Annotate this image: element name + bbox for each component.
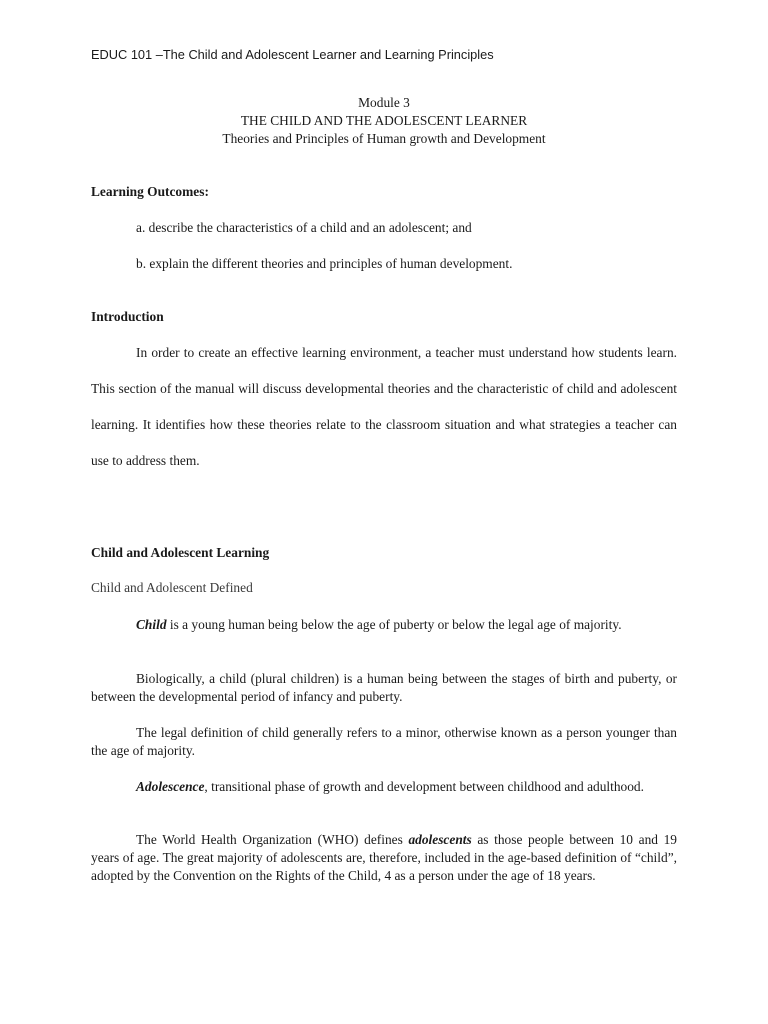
learning-outcome-item: a. describe the characteristics of a child and an adolescent; and xyxy=(136,220,472,235)
biological-text: Biologically, a child (plural children) is a human being between the stages of birth and puberty, or between the developmental period of infancy and puberty. xyxy=(91,671,677,704)
course-header: EDUC 101 –The Child and Adolescent Learner and Learning Principles xyxy=(91,47,494,62)
section-heading: Child and Adolescent Learning xyxy=(91,545,270,560)
legal-paragraph xyxy=(91,724,677,760)
adolescence-paragraph xyxy=(91,778,677,796)
section-subheading: Child and Adolescent Defined xyxy=(91,580,253,595)
child-definition-paragraph xyxy=(91,616,677,634)
adolescence-definition-text: , transitional phase of growth and development between childhood and adulthood. xyxy=(204,779,644,794)
introduction-heading: Introduction xyxy=(91,309,164,324)
who-paragraph xyxy=(91,831,677,885)
child-definition-text: is a young human being below the age of puberty or below the legal age of majority. xyxy=(166,617,622,632)
biological-paragraph xyxy=(91,670,677,706)
adolescence-term: Adolescence xyxy=(136,779,205,794)
module-subtitle: Theories and Principles of Human growth and Development xyxy=(222,131,546,146)
introduction-paragraph xyxy=(91,335,677,479)
learning-outcome-item: b. explain the different theories and principles of human development. xyxy=(136,256,513,271)
module-number: Module 3 xyxy=(358,95,410,110)
who-text-start: The World Health Organization (WHO) defines xyxy=(136,832,409,847)
module-title: THE CHILD AND THE ADOLESCENT LEARNER xyxy=(240,113,528,128)
learning-outcomes-heading: Learning Outcomes: xyxy=(91,184,209,199)
introduction-text: In order to create an effective learning environment, a teacher must understand how students learn. This section of the manual will discuss developmental theories and the characteristic of child and adolescent learning. It identifies how these theories relate to the classroom situation and what strategies a teacher can use to address them. xyxy=(91,345,677,468)
adolescents-term: adolescents xyxy=(408,832,472,847)
child-term: Child xyxy=(136,617,167,632)
legal-text: The legal definition of child generally refers to a minor, otherwise known as a person younger than the age of majority. xyxy=(91,725,677,758)
who-text-end: as those people between 10 and 19 years of age. The great majority of adolescents are, therefore, included in the age-based definition of “child”, adopted by the Convention on the Rights of the Child, 4 as a person under the age of 18 years. xyxy=(91,832,678,883)
